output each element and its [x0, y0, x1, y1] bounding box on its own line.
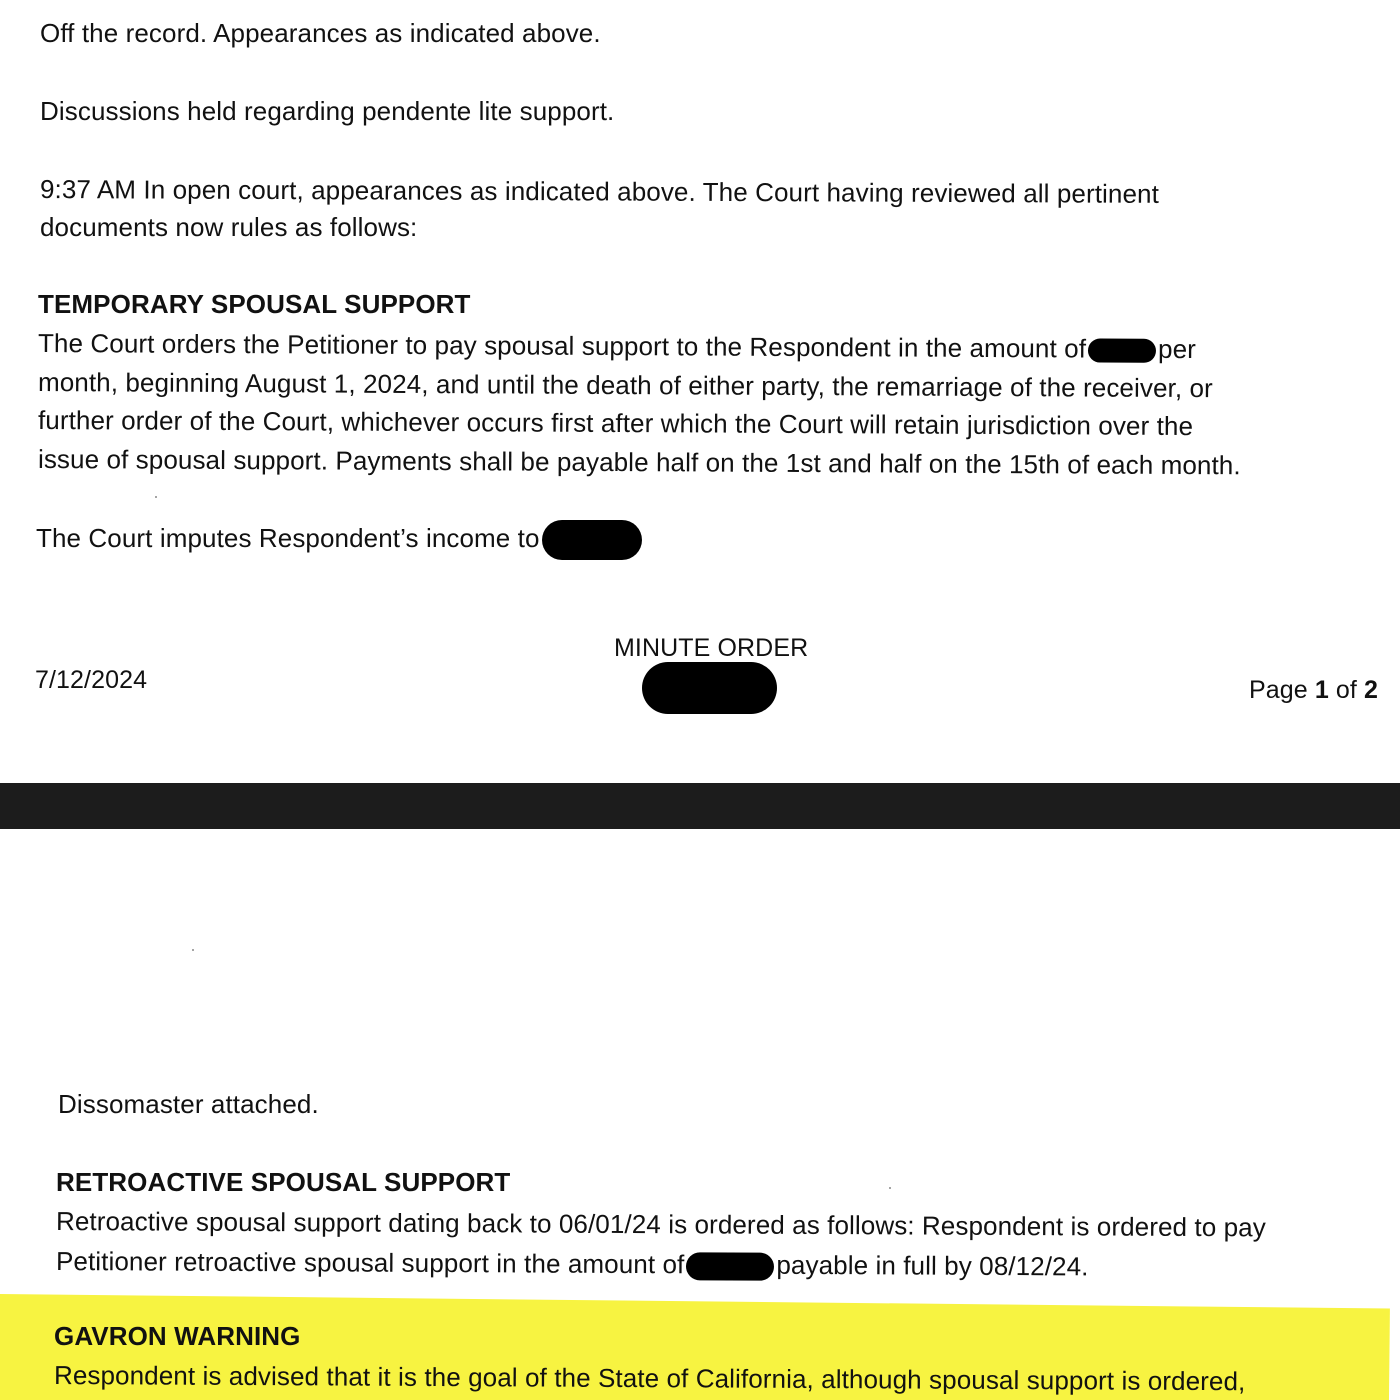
discussions-line: Discussions held regarding pendente lite support. [40, 96, 615, 126]
retroactive-para-line-2 [56, 1245, 1089, 1283]
retro-line-2-text: Petitioner retroactive spousal support in the amount of [55, 1246, 685, 1280]
scan-speck [889, 1187, 891, 1189]
temporary-support-para-line-4: issue of spousal support. Payments shall be payable half on the 1st and half on the 15th of each month. [37, 444, 1241, 481]
record-line: Off the record. Appearances as indicated above. [40, 18, 601, 48]
total-pages-number: 2 [1364, 676, 1379, 704]
page-indicator [1249, 674, 1378, 706]
dissomaster-line: Dissomaster attached. [58, 1089, 319, 1119]
page-separator-bar [0, 783, 1400, 829]
temporary-support-para-line-2: month, beginning August 1, 2024, and until the death of either party, the remarriage of the receiver, or [37, 367, 1213, 404]
imputed-income-text: The Court imputes Respondent’s income to [36, 522, 540, 553]
imputed-income-line [36, 520, 644, 560]
minute-order-title: MINUTE ORDER [614, 634, 809, 662]
para-line-1-text: The Court orders the Petitioner to pay spousal support to the Respondent in the amount of [37, 328, 1087, 364]
redacted-retro-amount [686, 1252, 774, 1280]
scan-speck [192, 949, 194, 951]
temporary-support-para-line-3: further order of the Court, whichever occurs first after which the Court will retain jurisdiction over the [37, 405, 1194, 442]
redacted-amount [1088, 339, 1156, 363]
para-line-1-end: per [1157, 333, 1197, 365]
retro-line-2-end: payable in full by 08/12/24. [776, 1249, 1089, 1282]
temporary-support-heading: TEMPORARY SPOUSAL SUPPORT [38, 289, 471, 319]
page-word: Page [1249, 676, 1308, 704]
retroactive-support-heading: RETROACTIVE SPOUSAL SUPPORT [56, 1167, 511, 1197]
temporary-support-para-line-1 [38, 327, 1196, 365]
open-court-line: 9:37 AM In open court, appearances as indicated above. The Court having reviewed all pertinent [39, 174, 1160, 209]
retroactive-para-line-1: Retroactive spousal support dating back to 06/01/24 is ordered as follows: Respondent is ordered to pay [55, 1206, 1266, 1243]
open-court-line-2: documents now rules as follows: [40, 212, 418, 242]
order-date: 7/12/2024 [35, 666, 148, 694]
gavron-warning-line-1: Respondent is advised that it is the goal of the State of California, although spousal support is ordered, [53, 1360, 1246, 1397]
minute-order-page-2 [0, 829, 1400, 1400]
gavron-warning-heading: GAVRON WARNING [54, 1321, 301, 1351]
redacted-case-number [642, 662, 777, 714]
of-word: of [1335, 676, 1357, 704]
current-page-number: 1 [1314, 676, 1329, 704]
redacted-income [542, 520, 642, 560]
scan-speck [155, 496, 157, 498]
